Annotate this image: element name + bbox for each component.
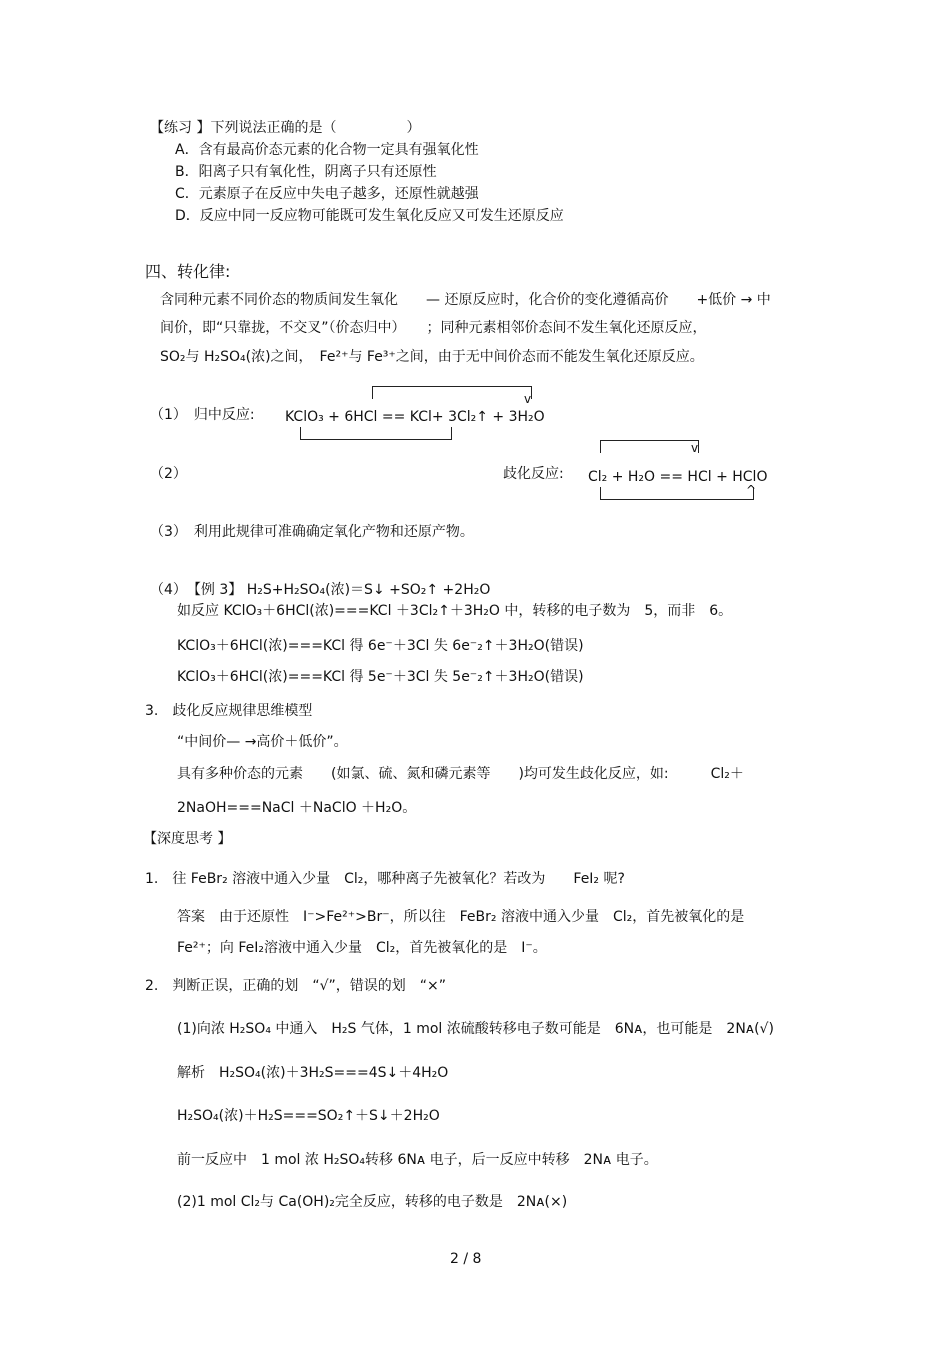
deep-thinking-title: 【深度思考 】	[143, 831, 232, 847]
question-2: 2. 判断正误，正确的划 “√”，错误的划 “×”	[145, 978, 447, 994]
item-4: （4） 【例 3】 H₂S+H₂SO₄(浓)＝S↓ +SO₂↑ +2H₂O	[150, 582, 491, 598]
electron-bracket-top-2	[600, 440, 699, 453]
example-line-3: KClO₃＋6HCl(浓)===KCl 得 5e⁻＋3Cl 失 5e⁻₂↑＋3H₂O(错误)	[177, 669, 584, 685]
disproportionation-equation: Cl₂ + H₂O == HCl + HClO	[588, 469, 768, 485]
analysis-line-1: 解析 H₂SO₄(浓)＋3H₂S===4S↓＋4H₂O	[177, 1065, 449, 1081]
answer-1-line-2: Fe²⁺；向 FeI₂溶液中通入少量 Cl₂，首先被氧化的是 I⁻。	[177, 940, 547, 956]
practice-option-d: D．反应中同一反应物可能既可发生氧化反应又可发生还原反应	[175, 208, 564, 224]
example-line-2: KClO₃＋6HCl(浓)===KCl 得 6e⁻＋3Cl 失 6e⁻₂↑＋3H₂O(错误)	[177, 638, 584, 654]
practice-option-b: B．阳离子只有氧化性，阴离子只有还原性	[175, 164, 437, 180]
arrow-head-down-icon: v	[524, 392, 532, 406]
arrow-head-down-icon-2: v	[691, 441, 699, 455]
comproportionation-label: （1） 归中反应:	[150, 407, 255, 423]
disproportionation-number: （2）	[150, 466, 187, 482]
model-formula: “中间价— →高价＋低价”。	[177, 734, 348, 750]
electron-bracket-bottom	[300, 427, 452, 440]
practice-option-c: C．元素原子在反应中失电子越多，还原性就越强	[175, 186, 479, 202]
electron-bracket-bottom-2	[600, 487, 754, 500]
analysis-line-3: 前一反应中 1 mol 浓 H₂SO₄转移 6Nᴀ 电子，后一反应中转移 2Nᴀ 电子。	[177, 1152, 658, 1168]
section-paragraph-1: 含同种元素不同价态的物质间发生氧化 — 还原反应时，化合价的变化遵循高价 +低价 → 中	[160, 292, 771, 308]
section-heading: 四、转化律:	[145, 262, 231, 281]
example-line-1: 如反应 KClO₃＋6HCl(浓)===KCl ＋3Cl₂↑＋3H₂O 中，转移的电子数为 5，而非 6。	[177, 603, 733, 619]
question-1: 1. 往 FeBr₂ 溶液中通入少量 Cl₂，哪种离子先被氧化？若改为 FeI₂ 呢?	[145, 871, 625, 887]
electron-bracket-top	[372, 386, 532, 399]
disproportionation-label: 歧化反应:	[503, 466, 564, 482]
arrow-head-up-icon: ^	[746, 483, 757, 497]
section-paragraph-2: 间价，即“只靠拢，不交叉”（价态归中） ；同种元素相邻价态间不发生氧化还原反应，	[160, 320, 707, 336]
model-title: 3. 歧化反应规律思维模型	[145, 703, 313, 719]
answer-1-line-1: 答案 由于还原性 I⁻>Fe²⁺>Br⁻，所以往 FeBr₂ 溶液中通入少量 Cl₂，首先被氧化的是	[177, 909, 745, 925]
practice-title: 【练习 】下列说法正确的是（ ）	[150, 120, 421, 136]
page-number: 2 / 8	[450, 1251, 482, 1267]
question-2-item-2: (2)1 mol Cl₂与 Ca(OH)₂完全反应，转移的电子数是 2Nᴀ(×)	[177, 1194, 568, 1210]
comproportionation-equation: KClO₃ + 6HCl == KCl+ 3Cl₂↑ + 3H₂O	[285, 409, 545, 425]
question-2-item-1: (1)向浓 H₂SO₄ 中通入 H₂S 气体，1 mol 浓硫酸转移电子数可能是 6Nᴀ，也可能是 2Nᴀ(√)	[177, 1021, 774, 1037]
item-3: （3） 利用此规律可准确确定氧化产物和还原产物。	[150, 524, 474, 540]
model-paragraph-2: 2NaOH===NaCl ＋NaClO ＋H₂O。	[177, 800, 417, 816]
practice-option-a: A．含有最高价态元素的化合物一定具有强氧化性	[175, 142, 479, 158]
section-paragraph-3: SO₂与 H₂SO₄(浓)之间， Fe²⁺与 Fe³⁺之间，由于无中间价态而不能发生氧化还原反应。	[160, 349, 704, 365]
model-paragraph-1: 具有多种价态的元素 (如氯、硫、氮和磷元素等 )均可发生歧化反应，如: Cl₂＋	[177, 766, 744, 782]
analysis-line-2: H₂SO₄(浓)＋H₂S===SO₂↑＋S↓＋2H₂O	[177, 1108, 440, 1124]
